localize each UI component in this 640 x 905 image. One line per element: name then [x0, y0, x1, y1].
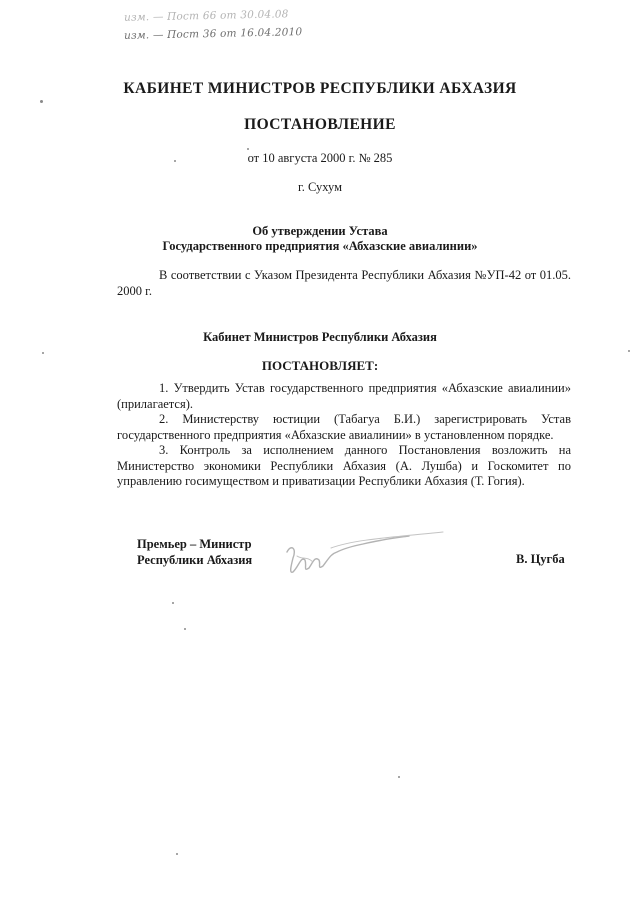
signatory-position [137, 536, 252, 568]
signatory-name: В. Цугба [516, 552, 565, 566]
resolution-item: 1. Утвердить Устав государственного предприятия «Абхазские авиалинии» (прилагается). [117, 381, 571, 411]
handwritten-note-2: изм. — Пост 36 от 16.04.2010 [123, 26, 303, 42]
scan-speck [172, 602, 174, 604]
position-line-2: Республики Абхазия [137, 553, 253, 567]
scan-speck [40, 100, 43, 103]
subject-line-2: Государственного предприятия «Абхазские авиалинии» [162, 239, 478, 253]
handwritten-note-1: изм. — Пост 66 от 30.04.08 [123, 8, 289, 24]
scan-speck [42, 352, 44, 354]
preamble-paragraph: В соответствии с Указом Президента Республики Абхазия №УП-42 от 01.05. 2000 г. [117, 268, 571, 298]
document-date: от 10 августа 2000 г. № 285 [247, 151, 393, 165]
scan-speck [174, 160, 176, 162]
scan-speck [247, 148, 249, 150]
document-city: г. Сухум [297, 180, 342, 194]
resolution-item: 3. Контроль за исполнением данного Постановления возложить на Министерство экономики Республики Абхазия (А. Лушба) и Госкомитет по управлению госимуществом и приватизации Республики Абхазия (Т. Гогия). [117, 443, 571, 488]
position-line-1: Премьер – Министр [137, 537, 252, 551]
scan-speck [184, 628, 186, 630]
resolution-items [117, 381, 571, 490]
resolution-item: 2. Министерству юстиции (Табагуа Б.И.) зарегистрировать Устав государственного предприятия «Абхазские авиалинии» в установленном порядке. [117, 412, 571, 442]
enacting-body: Кабинет Министров Республики Абхазия [203, 330, 437, 344]
handwritten-signature [283, 526, 453, 586]
enacting-verb: ПОСТАНОВЛЯЕТ: [261, 358, 379, 373]
scan-speck [176, 853, 178, 855]
scan-speck [628, 350, 630, 352]
scan-speck [398, 776, 400, 778]
document-type: ПОСТАНОВЛЕНИЕ [244, 116, 396, 133]
document-issuer-title: КАБИНЕТ МИНИСТРОВ РЕСПУБЛИКИ АБХАЗИЯ [123, 80, 517, 97]
subject-line-1: Об утверждении Устава [252, 224, 388, 238]
